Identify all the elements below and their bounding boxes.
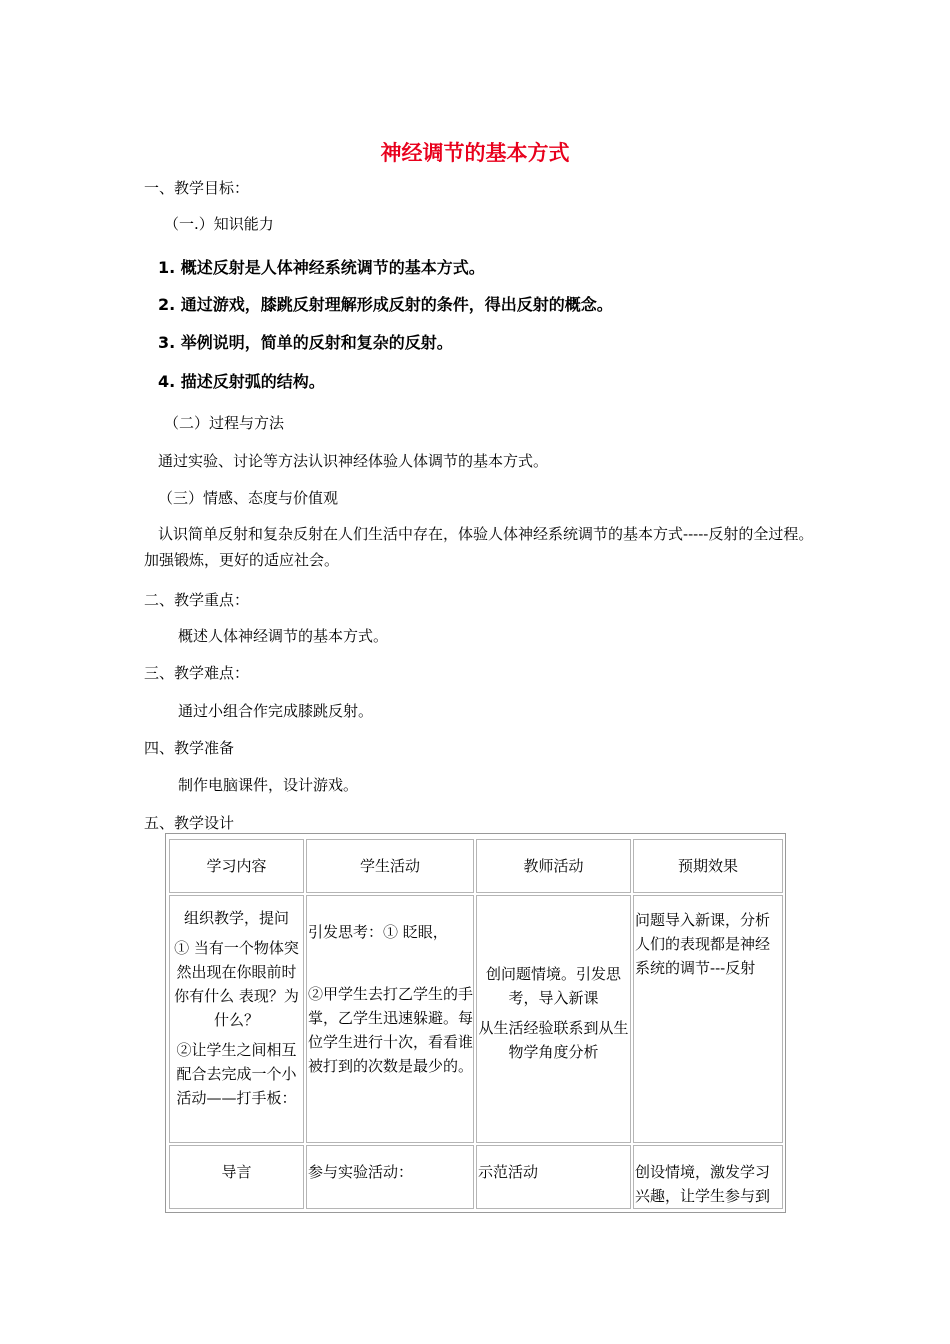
section-5-heading: 五、教学设计 — [144, 814, 235, 832]
table-header-cell: 学习内容 — [169, 839, 304, 893]
table-cell: 创设情境，激发学习兴趣，让学生参与到 — [633, 1145, 783, 1209]
table-header-cell: 预期效果 — [633, 839, 783, 893]
section-3-text: 通过小组合作完成膝跳反射。 — [178, 702, 374, 720]
teaching-design-table — [165, 833, 786, 1213]
section-4-text: 制作电脑课件，设计游戏。 — [178, 776, 359, 794]
subsection-values-text: 认识简单反射和复杂反射在人们生活中存在，体验人体神经系统调节的基本方式-----反射的全过程。加强锻炼，更好的适应社会。 — [144, 525, 814, 569]
subsection-process-text: 通过实验、讨论等方法认识神经体验人体调节的基本方式。 — [158, 452, 549, 470]
page-title: 神经调节的基本方式 — [380, 141, 570, 165]
section-4-heading: 四、教学准备 — [144, 739, 235, 757]
table-cell: 组织教学，提问 ① 当有一个物体突然出现在你眼前时你有什么 表现？为什么？ ②让学生之间相互配合去完成一个小活动——打手板： — [169, 895, 304, 1143]
objective-item-1: 1. 概述反射是人体神经系统调节的基本方式。 — [158, 258, 485, 277]
table-cell: 创问题情境。引发思考，导入新课 从生活经验联系到从生物学角度分析 — [476, 895, 631, 1143]
table-cell: 引发思考：① 眨眼， ②甲学生去打乙学生的手掌，乙学生迅速躲避。每位学生进行十次，看看谁被打到的次数是最少的。 — [306, 895, 474, 1143]
table-cell: 示范活动 — [476, 1145, 631, 1209]
subsection-values-heading: （三）情感、态度与价值观 — [158, 489, 339, 507]
section-2-heading: 二、教学重点： — [144, 591, 250, 609]
table-cell: 参与实验活动： — [306, 1145, 474, 1209]
section-3-heading: 三、教学难点： — [144, 664, 250, 682]
objective-item-4: 4. 描述反射弧的结构。 — [158, 372, 325, 391]
subsection-knowledge-heading: （一.）知识能力 — [164, 215, 274, 233]
table-header-cell: 教师活动 — [476, 839, 631, 893]
subsection-process-heading: （二）过程与方法 — [164, 414, 285, 432]
table-header-cell: 学生活动 — [306, 839, 474, 893]
table-cell: 导言 — [169, 1145, 304, 1209]
table-cell: 问题导入新课，分析人们的表现都是神经系统的调节---反射 — [633, 895, 783, 1143]
section-2-text: 概述人体神经调节的基本方式。 — [178, 627, 389, 645]
section-1-heading: 一、教学目标： — [144, 179, 250, 197]
objective-item-3: 3. 举例说明，简单的反射和复杂的反射。 — [158, 333, 453, 352]
objective-item-2: 2. 通过游戏，膝跳反射理解形成反射的条件，得出反射的概念。 — [158, 295, 613, 314]
